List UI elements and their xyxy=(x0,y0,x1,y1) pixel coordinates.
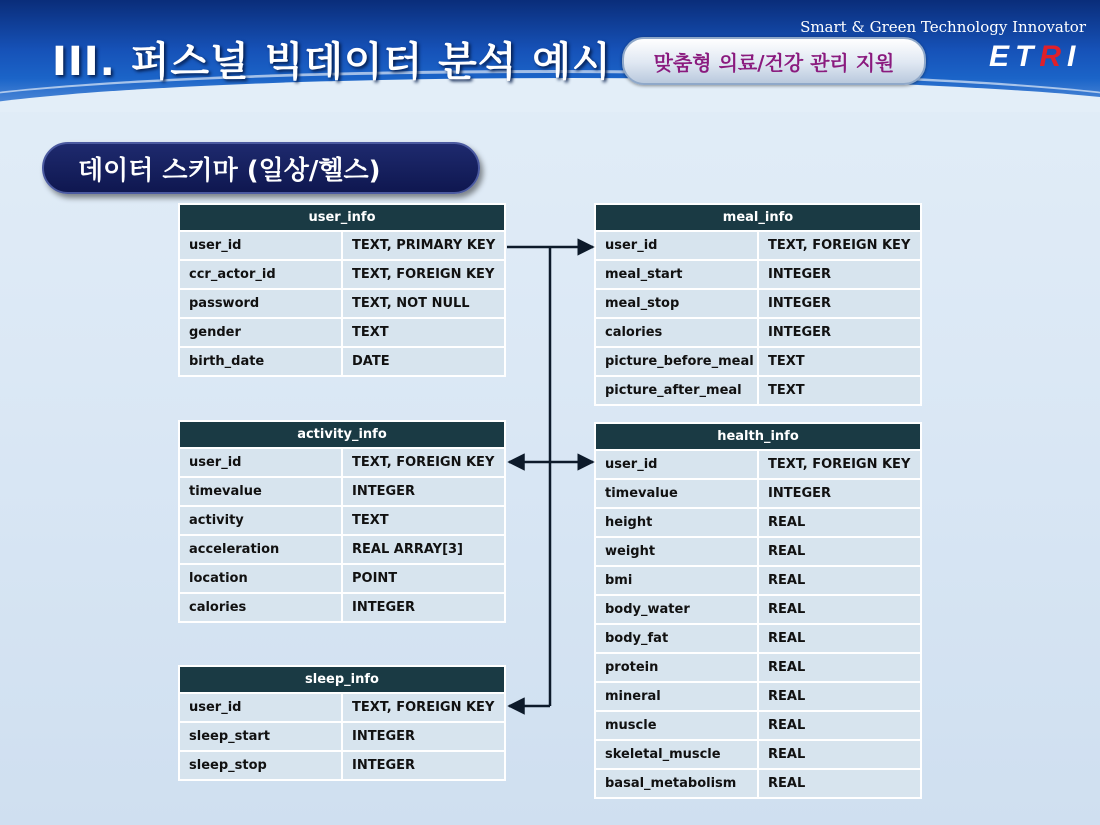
field-name: bmi xyxy=(596,567,757,594)
field-type: TEXT, FOREIGN KEY xyxy=(343,694,504,721)
field-type: INTEGER xyxy=(343,723,504,750)
field-type: TEXT, FOREIGN KEY xyxy=(343,261,504,288)
field-type: REAL xyxy=(759,509,920,536)
field-name: calories xyxy=(596,319,757,346)
field-name: activity xyxy=(180,507,341,534)
field-name: gender xyxy=(180,319,341,346)
field-name: meal_stop xyxy=(596,290,757,317)
field-type: TEXT, FOREIGN KEY xyxy=(759,232,920,259)
field-name: user_id xyxy=(596,451,757,478)
field-name: ccr_actor_id xyxy=(180,261,341,288)
field-type: TEXT, PRIMARY KEY xyxy=(343,232,504,259)
field-name: birth_date xyxy=(180,348,341,375)
etri-logo-text: ETRI xyxy=(989,40,1082,73)
field-name: skeletal_muscle xyxy=(596,741,757,768)
field-type: REAL xyxy=(759,538,920,565)
field-name: body_fat xyxy=(596,625,757,652)
field-name: location xyxy=(180,565,341,592)
field-name: mineral xyxy=(596,683,757,710)
field-name: picture_after_meal xyxy=(596,377,757,404)
field-type: REAL xyxy=(759,712,920,739)
field-type: REAL xyxy=(759,567,920,594)
field-type: TEXT, FOREIGN KEY xyxy=(759,451,920,478)
field-type: REAL xyxy=(759,770,920,797)
field-type: DATE xyxy=(343,348,504,375)
field-type: REAL xyxy=(759,625,920,652)
field-type: TEXT, FOREIGN KEY xyxy=(343,449,504,476)
field-type: INTEGER xyxy=(759,319,920,346)
field-type: REAL ARRAY[3] xyxy=(343,536,504,563)
field-name: basal_metabolism xyxy=(596,770,757,797)
tagline: Smart & Green Technology Innovator xyxy=(800,18,1086,36)
field-type: POINT xyxy=(343,565,504,592)
field-name: body_water xyxy=(596,596,757,623)
field-name: weight xyxy=(596,538,757,565)
table-header: activity_info xyxy=(180,422,504,447)
table-header: meal_info xyxy=(596,205,920,230)
field-name: password xyxy=(180,290,341,317)
field-name: user_id xyxy=(596,232,757,259)
table-header: health_info xyxy=(596,424,920,449)
field-type: TEXT xyxy=(759,377,920,404)
field-name: meal_start xyxy=(596,261,757,288)
field-name: picture_before_meal xyxy=(596,348,757,375)
field-type: INTEGER xyxy=(343,594,504,621)
field-type: TEXT xyxy=(343,319,504,346)
field-name: timevalue xyxy=(180,478,341,505)
subject-badge-label: 맞춤형 의료/건강 관리 지원 xyxy=(653,50,895,75)
field-type: INTEGER xyxy=(759,290,920,317)
field-name: user_id xyxy=(180,449,341,476)
field-name: sleep_stop xyxy=(180,752,341,779)
field-type: REAL xyxy=(759,596,920,623)
field-type: INTEGER xyxy=(759,480,920,507)
field-name: user_id xyxy=(180,694,341,721)
field-name: sleep_start xyxy=(180,723,341,750)
field-type: REAL xyxy=(759,741,920,768)
field-name: timevalue xyxy=(596,480,757,507)
field-type: REAL xyxy=(759,654,920,681)
slide-title: III. 퍼스널 빅데이터 분석 예시 xyxy=(52,39,612,85)
field-type: REAL xyxy=(759,683,920,710)
field-name: calories xyxy=(180,594,341,621)
field-name: height xyxy=(596,509,757,536)
table-header: sleep_info xyxy=(180,667,504,692)
field-name: muscle xyxy=(596,712,757,739)
field-type: INTEGER xyxy=(759,261,920,288)
table-header: user_info xyxy=(180,205,504,230)
field-type: TEXT xyxy=(343,507,504,534)
section-title: 데이터 스키마 (일상/헬스) xyxy=(78,155,381,186)
field-type: INTEGER xyxy=(343,752,504,779)
field-type: TEXT, NOT NULL xyxy=(343,290,504,317)
field-type: INTEGER xyxy=(343,478,504,505)
field-name: user_id xyxy=(180,232,341,259)
field-name: acceleration xyxy=(180,536,341,563)
field-name: protein xyxy=(596,654,757,681)
field-type: TEXT xyxy=(759,348,920,375)
